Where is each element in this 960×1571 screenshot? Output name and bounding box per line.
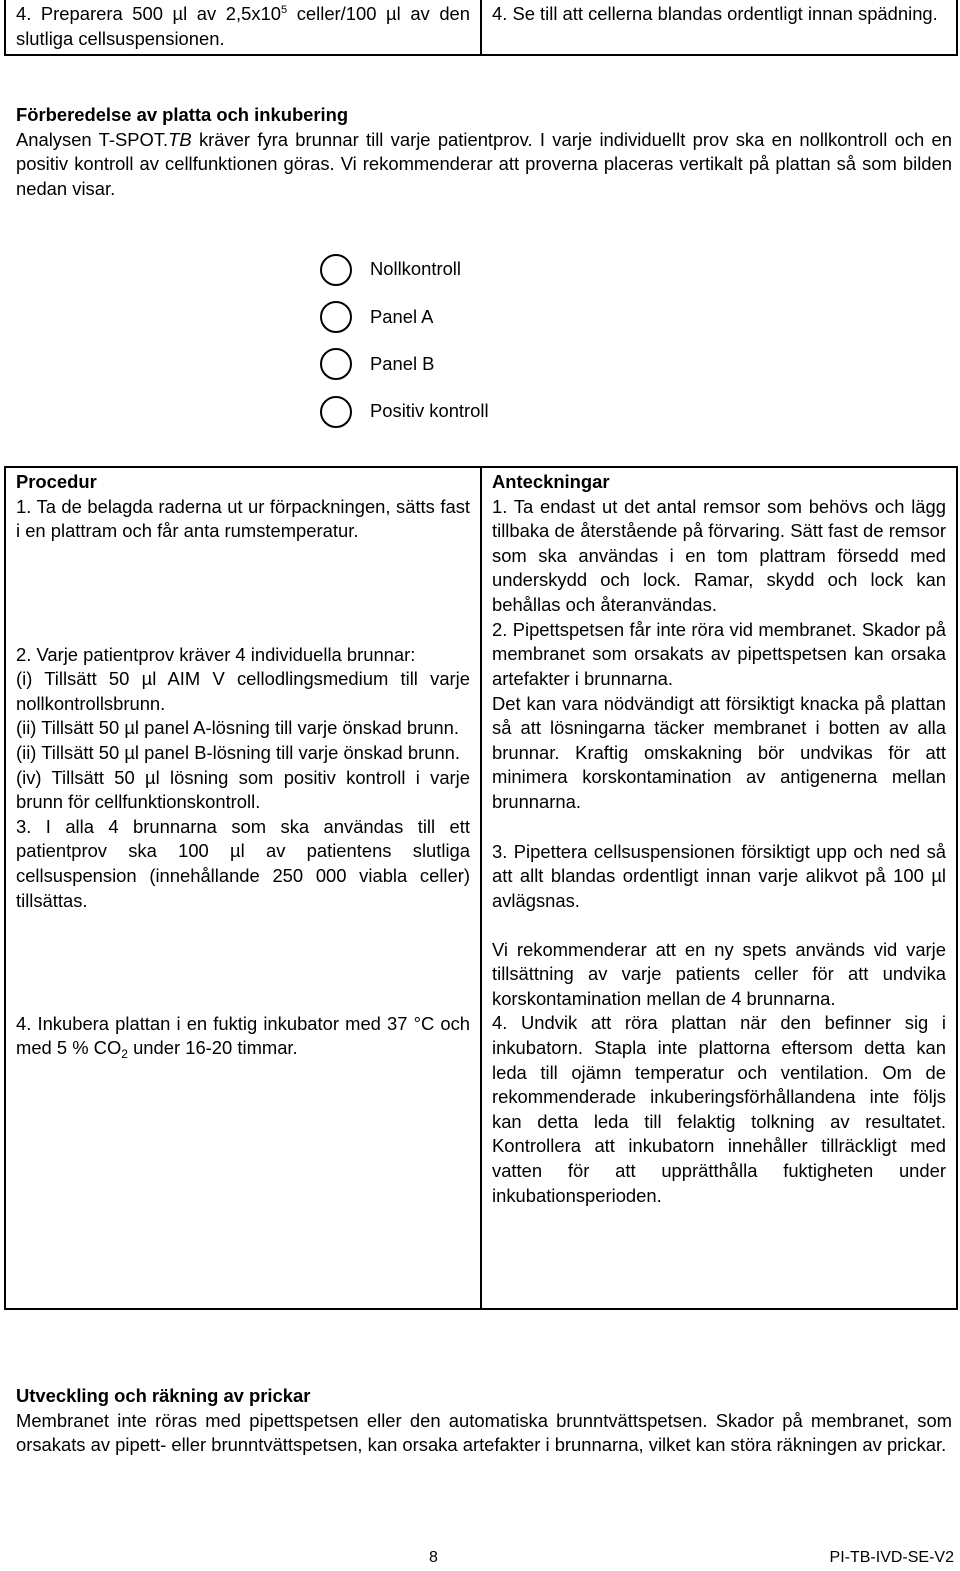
step4-note: 4. Se till att cellerna blandas ordentligt innan spädning.: [492, 3, 938, 24]
notes-column: [481, 467, 957, 1309]
step4-prepare-post: celler/100 µl av den slutliga cellsuspensionen.: [16, 3, 471, 49]
well-circle-icon: [320, 348, 352, 380]
plate-preparation-text: [16, 128, 952, 202]
note-4: 4. Undvik att röra plattan när den befinner sig i inkubatorn. Stapla inte plattorna eftersom detta kan leda till ojämn temperatur och ventilation. Om de rekommenderade inkuberingsförhållandena inte följs kan detta leda till felaktig tolkning av resultatet. Kontrollera att inkubatorn innehåller tillräckligt med vatten för att upprätthålla fuktigheten under inkubationsperioden.: [492, 1012, 946, 1206]
note-2a: 2. Pipettspetsen får inte röra vid membranet. Skador på membranet som orsakats av pipettspetsen kan orsaka artefakter i brunnarna.: [492, 618, 946, 689]
notes-heading: Anteckningar: [492, 471, 610, 492]
top-step-right: [481, 0, 957, 55]
well-label: Panel A: [370, 305, 434, 327]
top-step-table: [4, 0, 958, 56]
development-heading: Utveckling och räkning av prickar: [16, 1385, 311, 1406]
procedure-step-2-ii: (ii) Tillsätt 50 µl panel A-lösning till varje önskad brunn.: [16, 717, 459, 739]
well-label: Positiv kontroll: [370, 400, 489, 422]
procedure-step-2-intro: 2. Varje patientprov kräver 4 individuella brunnar:: [16, 643, 416, 665]
well-row-panel-b: [320, 341, 489, 388]
step4-prepare-pre: 4. Preparera 500 µl av 2,5x10: [16, 3, 282, 24]
step4-subscript: 2: [121, 1047, 128, 1062]
note-3b: Vi rekommenderar att en ny spets används vid varje tillsättning av varje patients celler för att undvika korskontamination mellan de 4 brunnarna.: [492, 938, 946, 1009]
well-row-nollkontroll: [320, 246, 489, 293]
top-step-left: [5, 0, 481, 55]
plate-text-italic: TB: [168, 128, 192, 150]
development-section: [16, 1384, 952, 1458]
procedure-step-3: 3. I alla 4 brunnarna som ska användas till ett patientprov ska 100 µl av patientens slutliga cellsuspension (innehållande 250 000 viabla celler) tillsättas.: [16, 815, 470, 911]
procedure-step-2-iv: (iv) Tillsätt 50 µl lösning som positiv kontroll i varje brunn för cellfunktionskontroll.: [16, 766, 470, 813]
step4-text-pre: 4. Inkubera plattan i en fuktig inkubator med 37 °C och med 5 % CO: [16, 1012, 470, 1059]
plate-text-post: kräver fyra brunnar till varje patientprov. I varje individuellt prov ska en nollkontroll och en positiv kontroll av cellfunktionen göras. Vi rekommenderar att proverna placeras vertikalt på plattan så som bilden nedan visar.: [16, 128, 953, 199]
step4-prepare-exponent: 5: [281, 4, 288, 16]
well-layout-diagram: [320, 246, 489, 435]
well-label: Nollkontroll: [370, 258, 461, 280]
development-text: Membranet inte röras med pipettspetsen eller den automatiska brunntvättspetsen. Skador på membranet, som orsakats av pipett- eller brunntvättspetsen, kan orsaka artefakter i brunnarna, vilket kan störa räkningen av prickar.: [16, 1409, 952, 1456]
well-circle-icon: [320, 301, 352, 333]
procedure-step-2-ii-b: (ii) Tillsätt 50 µl panel B-lösning till varje önskad brunn.: [16, 741, 461, 763]
plate-text-pre: Analysen T-SPOT.: [16, 128, 169, 150]
well-circle-icon: [320, 254, 352, 286]
note-2b: Det kan vara nödvändigt att försiktigt knacka på plattan så att lösningarna täcker membranet i botten av alla brunnar. Kraftig omskakning bör undvikas för att minimera korskontamination av antigenerna mellan brunnarna.: [492, 692, 946, 812]
step4-text-post: under 16-20 timmar.: [127, 1037, 298, 1059]
note-3a: 3. Pipettera cellsuspensionen försiktigt upp och ned så att allt blandas ordentligt innan varje alikvot på 100 µl avlägsnas.: [492, 840, 946, 911]
procedure-step-4: [16, 1012, 470, 1061]
procedure-step-2-i: (i) Tillsätt 50 µl AIM V cellodlingsmedium till varje nollkontrollsbrunn.: [16, 668, 470, 714]
note-1: 1. Ta endast ut det antal remsor som behövs och lägg tillbaka de återstående på förvaring. Sätt fast de remsor som ska användas i en tom plattram försedd med underskydd och lock. Ramar, skydd och lock kan behållas och återanvändas.: [492, 495, 946, 615]
procedure-step-1: 1. Ta de belagda raderna ut ur förpackningen, sätts fast i en plattram och får anta rumstemperatur.: [16, 495, 470, 542]
well-circle-icon: [320, 396, 352, 428]
well-row-positiv-kontroll: [320, 388, 489, 435]
document-id: PI-TB-IVD-SE-V2: [829, 1549, 954, 1566]
procedure-table: [4, 466, 958, 1310]
plate-preparation-heading: Förberedelse av platta och inkubering: [16, 104, 349, 125]
procedure-column: [5, 467, 481, 1309]
procedure-heading: Procedur: [16, 471, 97, 492]
well-row-panel-a: [320, 293, 489, 340]
plate-preparation-section: [16, 103, 952, 201]
well-label: Panel B: [370, 352, 435, 374]
page-number: 8: [429, 1549, 438, 1566]
